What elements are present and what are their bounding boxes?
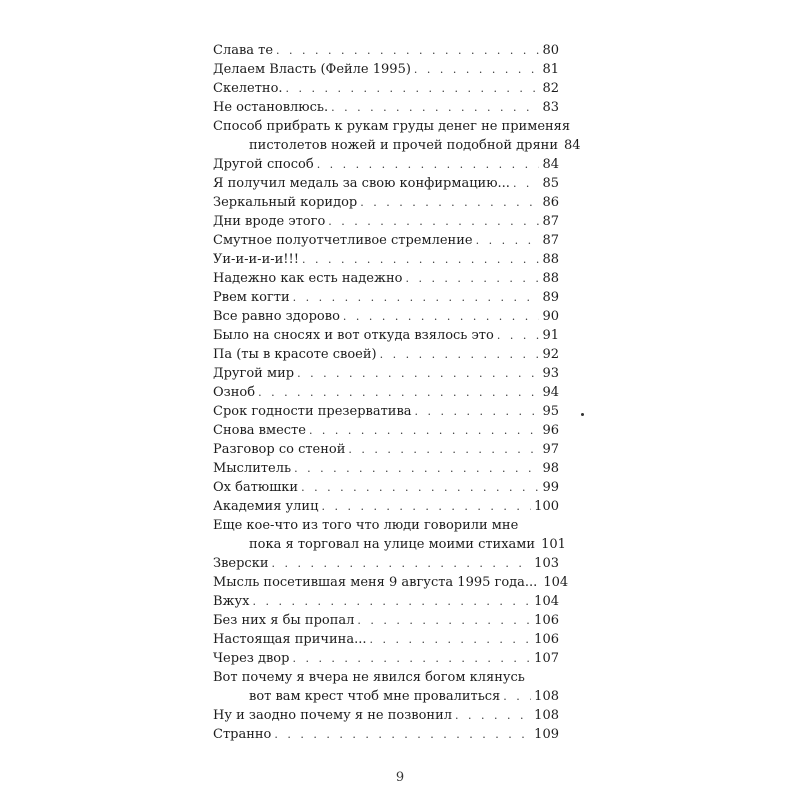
toc-title: Все равно здорово — [213, 309, 340, 324]
toc-page: 89 — [542, 290, 559, 305]
toc-title: Смутное полуотчетливое стремление — [213, 233, 473, 248]
toc-title: Зеркальный коридор — [213, 195, 358, 210]
toc-title: Па (ты в красоте своей) — [213, 347, 377, 362]
toc-title: Не остановлюсь. — [213, 100, 329, 115]
leader-dots — [309, 421, 540, 440]
toc-page: 92 — [542, 347, 559, 362]
toc-page: 84 — [542, 157, 559, 172]
leader-dots — [302, 250, 539, 269]
toc-title: Дни вроде этого — [213, 214, 326, 229]
toc-title: Срок годности презерватива — [213, 404, 412, 419]
toc-page: 97 — [542, 442, 559, 457]
page-number: 9 — [395, 770, 405, 785]
toc-entry — [213, 478, 559, 497]
leader-dots — [414, 60, 540, 79]
toc-page: 103 — [534, 556, 559, 571]
toc-entry — [213, 364, 559, 383]
leader-dots — [293, 288, 540, 307]
toc-title: Через двор — [213, 651, 290, 666]
toc-title: Мыслитель — [213, 461, 292, 476]
leader-dots — [331, 98, 539, 117]
leader-dots — [258, 383, 539, 402]
toc-title: Уи-и-и-и-и!!! — [213, 252, 299, 267]
toc-title: Мысль посетившая меня 9 августа 1995 года... — [213, 575, 538, 590]
toc-title: Настоящая причина... — [213, 632, 367, 647]
toc-title: Другой мир — [213, 366, 295, 381]
toc-page: 101 — [541, 537, 566, 552]
toc-page: 87 — [542, 233, 559, 248]
toc-entry — [213, 440, 559, 459]
toc-title: Озноб — [213, 385, 256, 400]
toc-title: Ох батюшки — [213, 480, 299, 495]
leader-dots — [415, 402, 540, 421]
toc-page: 99 — [542, 480, 559, 495]
toc-page: 109 — [534, 727, 559, 742]
leader-dots — [503, 687, 531, 706]
toc-title-line1: Способ прибрать к рукам груды денег не применяя — [213, 119, 571, 134]
toc-entry — [213, 288, 559, 307]
toc-page: 107 — [534, 651, 559, 666]
toc-title: Разговор со стеной — [213, 442, 346, 457]
toc-page: 86 — [542, 195, 559, 210]
leader-dots — [317, 155, 540, 174]
toc-entry — [213, 326, 559, 345]
leader-dots — [369, 630, 531, 649]
toc-page: 93 — [542, 366, 559, 381]
leader-dots — [513, 174, 540, 193]
toc-page: 104 — [534, 594, 559, 609]
toc-title: Странно — [213, 727, 272, 742]
leader-dots — [297, 364, 539, 383]
toc-page: 108 — [534, 689, 559, 704]
toc-entry — [213, 41, 559, 60]
toc-entry — [213, 79, 559, 98]
toc-title: Снова вместе — [213, 423, 306, 438]
toc-entry — [213, 706, 559, 725]
toc-entry — [213, 136, 581, 155]
toc-entry — [213, 459, 559, 478]
toc-title: Надежно как есть надежно — [213, 271, 403, 286]
leader-dots — [380, 345, 540, 364]
toc-page: 104 — [543, 575, 569, 590]
toc-page: 88 — [542, 271, 559, 286]
toc-page: 108 — [534, 708, 559, 723]
toc-entry — [213, 402, 559, 421]
toc-title: Другой способ — [213, 157, 314, 172]
toc-page: 106 — [534, 613, 559, 628]
toc-page: 90 — [542, 309, 559, 324]
toc-title: Делаем Власть (Фейле 1995) — [213, 62, 411, 77]
toc-title-continuation: вот вам крест чтоб мне провалиться — [249, 689, 501, 704]
toc-title: Ну и заодно почему я не позвонил — [213, 708, 453, 723]
toc-entry — [213, 269, 559, 288]
toc-page: 85 — [542, 176, 559, 191]
toc-title-line1: Еще кое-что из того что люди говорили мне — [213, 518, 519, 533]
toc-title: Зверски — [213, 556, 269, 571]
table-of-contents — [213, 41, 581, 744]
leader-dots — [276, 41, 539, 60]
toc-entry — [213, 155, 559, 174]
toc-page: 84 — [563, 138, 581, 153]
toc-page: 95 — [542, 404, 559, 419]
toc-entry — [213, 554, 559, 573]
leader-dots — [348, 440, 539, 459]
leader-dots — [301, 478, 539, 497]
toc-entry — [213, 345, 559, 364]
toc-entry — [213, 573, 569, 592]
toc-entry — [213, 60, 559, 79]
toc-entry — [213, 630, 559, 649]
toc-title: Было на сносях и вот откуда взялось это — [213, 328, 494, 343]
leader-dots — [343, 307, 540, 326]
toc-entry — [213, 231, 559, 250]
toc-title: Без них я бы пропал — [213, 613, 355, 628]
toc-entry — [213, 592, 559, 611]
leader-dots — [455, 706, 531, 725]
leader-dots — [360, 193, 539, 212]
toc-page: 80 — [542, 43, 559, 58]
toc-title: Вжух — [213, 594, 250, 609]
toc-entry — [213, 611, 559, 630]
toc-entry — [213, 98, 559, 117]
toc-page: 98 — [542, 461, 559, 476]
toc-entry — [213, 687, 559, 706]
leader-dots — [286, 79, 540, 98]
toc-entry — [213, 725, 559, 744]
leader-dots — [294, 459, 539, 478]
toc-title-line1: Вот почему я вчера не явился богом клянусь — [213, 670, 525, 685]
toc-title: Я получил медаль за свою конфирмацию... — [213, 176, 510, 191]
leader-dots — [405, 269, 539, 288]
leader-dots — [476, 231, 540, 250]
toc-page: 96 — [542, 423, 559, 438]
toc-page: 91 — [542, 328, 559, 343]
leader-dots — [274, 725, 531, 744]
toc-title: Слава те — [213, 43, 274, 58]
toc-entry — [213, 383, 559, 402]
toc-entry — [213, 421, 559, 440]
leader-dots — [497, 326, 540, 345]
toc-entry — [213, 193, 559, 212]
toc-page: 94 — [542, 385, 559, 400]
toc-page: 88 — [542, 252, 559, 267]
print-speck — [581, 413, 584, 416]
toc-entry — [213, 535, 566, 554]
toc-entry — [213, 212, 559, 231]
toc-title: Скелетно. — [213, 81, 283, 96]
leader-dots — [292, 649, 531, 668]
toc-page: 100 — [534, 499, 559, 514]
leader-dots — [272, 554, 532, 573]
leader-dots — [357, 611, 531, 630]
leader-dots — [328, 212, 539, 231]
toc-entry — [213, 497, 559, 516]
leader-dots — [321, 497, 531, 516]
toc-title-continuation: пистолетов ножей и прочей подобной дряни — [249, 138, 558, 153]
toc-page: 106 — [534, 632, 559, 647]
toc-page: 81 — [542, 62, 559, 77]
toc-entry — [213, 174, 559, 193]
leader-dots — [253, 592, 532, 611]
toc-page: 87 — [542, 214, 559, 229]
toc-page: 82 — [542, 81, 559, 96]
toc-page: 83 — [542, 100, 559, 115]
toc-entry — [213, 250, 559, 269]
toc-title: Академия улиц — [213, 499, 319, 514]
toc-title-continuation: пока я торговал на улице моими стихами — [249, 537, 536, 552]
toc-entry — [213, 307, 559, 326]
toc-title: Рвем когти — [213, 290, 290, 305]
toc-entry — [213, 649, 559, 668]
